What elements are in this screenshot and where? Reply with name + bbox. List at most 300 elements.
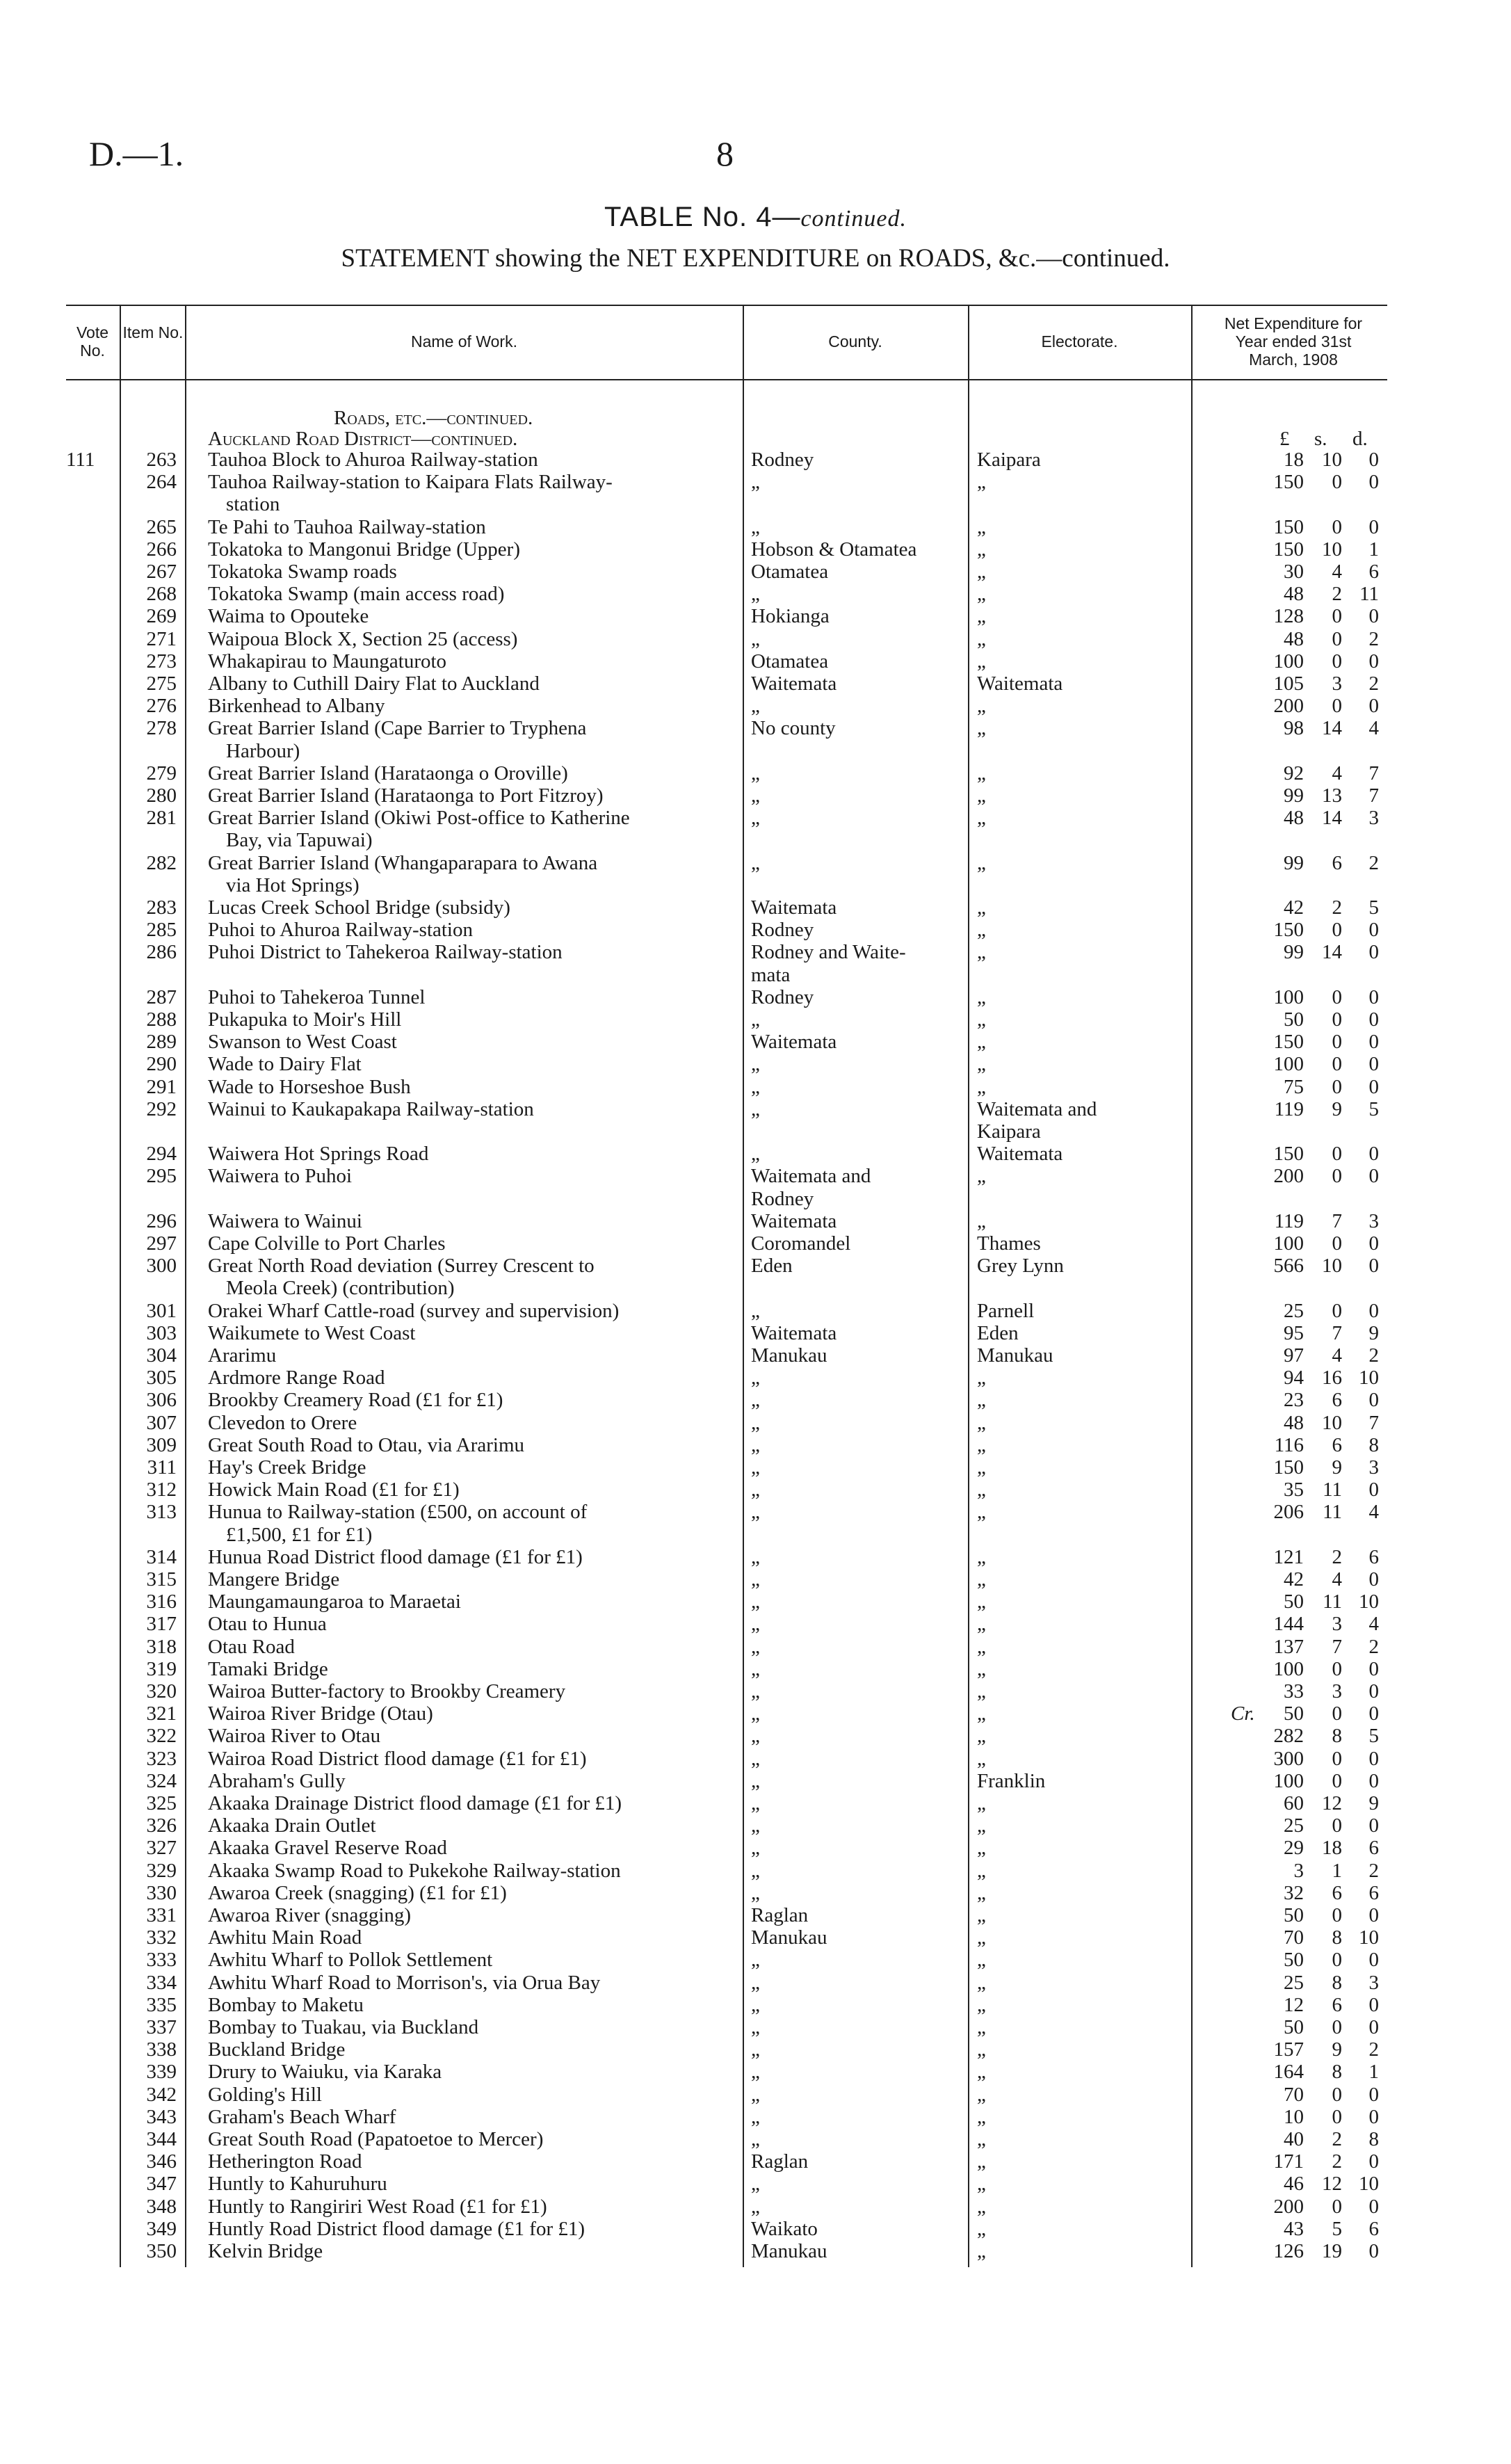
- electorate-name: Waitemata and: [977, 1097, 1097, 1120]
- amount-pence: 0: [1368, 1814, 1379, 1837]
- work-name: Waiwera to Puhoi: [208, 1165, 353, 1188]
- county-name: „: [751, 762, 760, 784]
- electorate-name: „: [977, 1209, 986, 1232]
- amount-pence: 0: [1368, 1299, 1379, 1322]
- item-number: 348: [146, 2195, 177, 2218]
- amount-pounds: 42: [1284, 1568, 1304, 1591]
- amount-pounds: 150: [1273, 919, 1304, 942]
- amount-shillings: 6: [1332, 1433, 1342, 1456]
- amount-pence: 8: [1368, 2128, 1379, 2150]
- amount-pence: 0: [1368, 2240, 1379, 2262]
- item-number: 306: [146, 1389, 177, 1412]
- county-name: „: [751, 1680, 760, 1702]
- work-name: Graham's Beach Wharf: [208, 2105, 396, 2128]
- electorate-name: „: [977, 2061, 986, 2084]
- item-number: 291: [146, 1075, 177, 1098]
- county-name: „: [751, 2173, 760, 2196]
- amount-shillings: 0: [1332, 1008, 1342, 1031]
- amount-pounds: 25: [1284, 1299, 1304, 1322]
- amount-pence: 5: [1368, 1725, 1379, 1748]
- work-name: Kelvin Bridge: [208, 2240, 323, 2262]
- amount-shillings: 0: [1332, 627, 1342, 650]
- item-number: 275: [146, 673, 177, 695]
- item-number: 297: [146, 1232, 177, 1255]
- county-name: Waikato: [751, 2217, 818, 2240]
- work-name: Tokatoka to Mangonui Bridge (Upper): [208, 538, 520, 561]
- county-name: Rodney: [751, 449, 814, 471]
- amount-shillings: 0: [1332, 1747, 1342, 1770]
- work-name: Waipoua Block X, Section 25 (access): [208, 627, 518, 650]
- work-name: station: [226, 493, 280, 516]
- work-name: Drury to Waiuku, via Karaka: [208, 2061, 442, 2084]
- amount-pounds: 137: [1273, 1635, 1304, 1658]
- amount-pounds: 35: [1284, 1479, 1304, 1501]
- amount-pounds: 70: [1284, 2083, 1304, 2106]
- section-heading-roads: Roads, etc.—continued.: [334, 407, 533, 429]
- item-number: 327: [146, 1837, 177, 1860]
- electorate-name: „: [977, 2217, 986, 2240]
- work-name: Tauhoa Block to Ahuroa Railway-station: [208, 449, 538, 471]
- work-name: Buckland Bridge: [208, 2038, 346, 2061]
- electorate-name: „: [977, 1053, 986, 1076]
- item-number: 294: [146, 1143, 177, 1166]
- amount-shillings: 12: [1322, 1792, 1342, 1814]
- county-name: „: [751, 515, 760, 538]
- table-row: [0, 695, 1511, 717]
- county-name: „: [751, 1949, 760, 1972]
- item-number: 349: [146, 2217, 177, 2240]
- electorate-name: Waitemata: [977, 673, 1063, 695]
- electorate-name: „: [977, 605, 986, 628]
- work-name: £1,500, £1 for £1): [226, 1523, 373, 1546]
- electorate-name: Waitemata: [977, 1143, 1063, 1166]
- work-name: Huntly to Kahuruhuru: [208, 2173, 387, 2196]
- item-number: 278: [146, 717, 177, 740]
- amount-pounds: 200: [1273, 2195, 1304, 2218]
- table-row: [0, 628, 1511, 650]
- electorate-name: „: [977, 1456, 986, 1479]
- work-name: Awhitu Main Road: [208, 1926, 362, 1949]
- amount-pence: 7: [1368, 784, 1379, 807]
- header-county: County.: [828, 332, 882, 351]
- table-row: [0, 1479, 1511, 1501]
- amount-pence: 0: [1368, 1053, 1379, 1076]
- table-row: [0, 717, 1511, 762]
- amount-pounds: 300: [1273, 1747, 1304, 1770]
- county-name: „: [751, 1097, 760, 1120]
- amount-shillings: 0: [1332, 1769, 1342, 1792]
- amount-pounds: 100: [1273, 1053, 1304, 1076]
- amount-pounds: 200: [1273, 1165, 1304, 1188]
- item-number: 312: [146, 1479, 177, 1501]
- electorate-name: „: [977, 919, 986, 942]
- amount-pounds: 12: [1284, 1993, 1304, 2016]
- electorate-name: „: [977, 650, 986, 673]
- work-name: Waima to Opouteke: [208, 605, 369, 628]
- amount-shillings: 0: [1332, 2016, 1342, 2038]
- work-name: Albany to Cuthill Dairy Flat to Auckland: [208, 673, 540, 695]
- amount-pounds: 98: [1284, 717, 1304, 740]
- table-row: [0, 1882, 1511, 1904]
- work-name: Great South Road to Otau, via Ararimu: [208, 1433, 525, 1456]
- work-name: Awaroa Creek (snagging) (£1 for £1): [208, 1881, 507, 1904]
- item-number: 282: [146, 851, 177, 874]
- amount-shillings: 0: [1332, 1904, 1342, 1926]
- item-number: 343: [146, 2105, 177, 2128]
- electorate-name: „: [977, 896, 986, 919]
- item-number: 346: [146, 2150, 177, 2173]
- amount-shillings: 0: [1332, 1702, 1342, 1725]
- item-number: 289: [146, 1031, 177, 1054]
- work-name: Ararimu: [208, 1344, 277, 1367]
- item-number: 332: [146, 1926, 177, 1949]
- electorate-name: „: [977, 784, 986, 807]
- item-number: 322: [146, 1725, 177, 1748]
- county-name: Rodney: [751, 985, 814, 1008]
- electorate-name: „: [977, 1568, 986, 1591]
- work-name: Otau to Hunua: [208, 1613, 327, 1636]
- item-number: 323: [146, 1747, 177, 1770]
- county-name: Waitemata: [751, 1031, 837, 1054]
- electorate-name: „: [977, 1501, 986, 1524]
- amount-pence: 0: [1368, 2195, 1379, 2218]
- table-row: [0, 1076, 1511, 1098]
- section-heading-district: Auckland Road District—continued.: [208, 428, 518, 450]
- amount-pence: 2: [1368, 673, 1379, 695]
- county-name: „: [751, 1433, 760, 1456]
- item-number: 314: [146, 1545, 177, 1568]
- item-number: 325: [146, 1792, 177, 1814]
- amount-shillings: 3: [1332, 673, 1342, 695]
- work-name: Te Pahi to Tauhoa Railway-station: [208, 515, 486, 538]
- county-name: „: [751, 1008, 760, 1031]
- amount-pence: 0: [1368, 1680, 1379, 1702]
- electorate-name: „: [977, 1725, 986, 1748]
- amount-pounds: 50: [1284, 1591, 1304, 1613]
- electorate-name: „: [977, 1008, 986, 1031]
- work-name: Golding's Hill: [208, 2083, 322, 2106]
- county-name: „: [751, 2083, 760, 2106]
- county-name: Otamatea: [751, 650, 829, 673]
- amount-pounds: 150: [1273, 471, 1304, 494]
- amount-pounds: 40: [1284, 2128, 1304, 2150]
- amount-pence: 3: [1368, 1209, 1379, 1232]
- table-row: [0, 784, 1511, 807]
- amount-shillings: 9: [1332, 1097, 1342, 1120]
- electorate-name: „: [977, 1591, 986, 1613]
- county-name: mata: [751, 963, 791, 986]
- amount-pence: 1: [1368, 538, 1379, 561]
- amount-pence: 5: [1368, 896, 1379, 919]
- electorate-name: „: [977, 2240, 986, 2262]
- electorate-name: „: [977, 561, 986, 583]
- item-number: 318: [146, 1635, 177, 1658]
- county-name: „: [751, 2038, 760, 2061]
- county-name: „: [751, 627, 760, 650]
- electorate-name: „: [977, 1680, 986, 1702]
- electorate-name: „: [977, 717, 986, 740]
- item-number: 280: [146, 784, 177, 807]
- amount-shillings: 14: [1322, 717, 1342, 740]
- amount-pounds: 200: [1273, 695, 1304, 718]
- table-row: [0, 1949, 1511, 1971]
- item-number: 309: [146, 1433, 177, 1456]
- item-number: 329: [146, 1859, 177, 1882]
- item-number: 273: [146, 650, 177, 673]
- amount-pence: 6: [1368, 1881, 1379, 1904]
- amount-shillings: 3: [1332, 1680, 1342, 1702]
- amount-shillings: 8: [1332, 1725, 1342, 1748]
- county-name: „: [751, 1411, 760, 1434]
- county-name: „: [751, 1299, 760, 1322]
- table-row: [0, 2016, 1511, 2038]
- amount-pounds: 92: [1284, 762, 1304, 784]
- amount-pounds: 30: [1284, 561, 1304, 583]
- work-name: Abraham's Gully: [208, 1769, 346, 1792]
- item-number: 344: [146, 2128, 177, 2150]
- electorate-name: „: [977, 1367, 986, 1390]
- amount-shillings: 1: [1332, 1859, 1342, 1882]
- amount-shillings: 0: [1332, 2195, 1342, 2218]
- county-name: „: [751, 1075, 760, 1098]
- table-row: [0, 1367, 1511, 1389]
- item-number: 334: [146, 1971, 177, 1994]
- table-row: [0, 1546, 1511, 1568]
- amount-pounds: 100: [1273, 1769, 1304, 1792]
- unit-pence: d.: [1352, 428, 1368, 450]
- table-row: [0, 1926, 1511, 1949]
- county-name: Hokianga: [751, 605, 830, 628]
- county-name: „: [751, 583, 760, 606]
- work-name: Bay, via Tapuwai): [226, 829, 373, 852]
- electorate-name: „: [977, 627, 986, 650]
- table-row: [0, 986, 1511, 1008]
- electorate-name: „: [977, 807, 986, 830]
- work-name: Brookby Creamery Road (£1 for £1): [208, 1389, 503, 1412]
- table-row: [0, 1702, 1511, 1725]
- county-name: „: [751, 1747, 760, 1770]
- amount-pounds: 32: [1284, 1881, 1304, 1904]
- amount-shillings: 0: [1332, 605, 1342, 628]
- county-name: „: [751, 695, 760, 718]
- amount-shillings: 2: [1332, 2150, 1342, 2173]
- item-number: 281: [146, 807, 177, 830]
- amount-pounds: 100: [1273, 650, 1304, 673]
- item-number: 276: [146, 695, 177, 718]
- work-name: Puhoi to Ahuroa Railway-station: [208, 919, 473, 942]
- table-row: [0, 1613, 1511, 1635]
- amount-pence: 0: [1368, 1255, 1379, 1278]
- work-name: Tokatoka Swamp roads: [208, 561, 397, 583]
- electorate-name: Parnell: [977, 1299, 1035, 1322]
- work-name: Akaaka Drainage District flood damage (£1 for £1): [208, 1792, 622, 1814]
- amount-shillings: 2: [1332, 583, 1342, 606]
- amount-shillings: 9: [1332, 1456, 1342, 1479]
- amount-pounds: 23: [1284, 1389, 1304, 1412]
- table-row: [0, 1501, 1511, 1545]
- table-row: [0, 1434, 1511, 1456]
- amount-pounds: 121: [1273, 1545, 1304, 1568]
- item-number: 287: [146, 985, 177, 1008]
- table-row: [0, 1143, 1511, 1165]
- table-row: [0, 919, 1511, 941]
- county-name: Waitemata: [751, 1321, 837, 1344]
- amount-shillings: 0: [1332, 1053, 1342, 1076]
- electorate-name: „: [977, 1635, 986, 1658]
- county-name: „: [751, 1456, 760, 1479]
- amount-pounds: 119: [1274, 1097, 1304, 1120]
- electorate-name: „: [977, 1433, 986, 1456]
- electorate-name: „: [977, 2195, 986, 2218]
- amount-pence: 0: [1368, 1747, 1379, 1770]
- table-row: [0, 941, 1511, 985]
- work-name: Maungamaungaroa to Maraetai: [208, 1591, 461, 1613]
- electorate-name: „: [977, 1389, 986, 1412]
- statement-heading: STATEMENT showing the NET EXPENDITURE on ROADS, &c.—continued.: [341, 244, 1170, 273]
- amount-pounds: 48: [1284, 807, 1304, 830]
- amount-pounds: 29: [1284, 1837, 1304, 1860]
- table-row: [0, 2038, 1511, 2061]
- county-name: Waitemata: [751, 673, 837, 695]
- table-row: [0, 1636, 1511, 1658]
- table-row: [0, 2150, 1511, 2173]
- work-name: Pukapuka to Moir's Hill: [208, 1008, 402, 1031]
- amount-pounds: 99: [1284, 784, 1304, 807]
- electorate-name: „: [977, 1411, 986, 1434]
- amount-pence: 0: [1368, 650, 1379, 673]
- county-name: Eden: [751, 1255, 793, 1278]
- amount-pence: 9: [1368, 1792, 1379, 1814]
- amount-shillings: 4: [1332, 1568, 1342, 1591]
- county-name: Hobson & Otamatea: [751, 538, 917, 561]
- amount-pounds: 157: [1273, 2038, 1304, 2061]
- table-row: [0, 1904, 1511, 1926]
- work-name: Cape Colville to Port Charles: [208, 1232, 446, 1255]
- amount-pence: 0: [1368, 2150, 1379, 2173]
- amount-shillings: 0: [1332, 1031, 1342, 1054]
- table-row: [0, 2196, 1511, 2218]
- item-number: 300: [146, 1255, 177, 1278]
- amount-pounds: 119: [1274, 1209, 1304, 1232]
- amount-shillings: 4: [1332, 561, 1342, 583]
- work-name: Awhitu Wharf to Pollok Settlement: [208, 1949, 493, 1972]
- amount-pounds: 206: [1273, 1501, 1304, 1524]
- work-name: Tokatoka Swamp (main access road): [208, 583, 505, 606]
- amount-shillings: 0: [1332, 2105, 1342, 2128]
- amount-pence: 0: [1368, 985, 1379, 1008]
- amount-pence: 0: [1368, 605, 1379, 628]
- county-name: „: [751, 2195, 760, 2218]
- electorate-name: „: [977, 1837, 986, 1860]
- electorate-name: „: [977, 2105, 986, 2128]
- amount-pounds: 144: [1273, 1613, 1304, 1636]
- electorate-name: Manukau: [977, 1344, 1053, 1367]
- county-name: Coromandel: [751, 1232, 851, 1255]
- amount-pounds: 42: [1284, 896, 1304, 919]
- county-name: Waitemata: [751, 1209, 837, 1232]
- electorate-name: „: [977, 2083, 986, 2106]
- table-row: [0, 1658, 1511, 1680]
- county-name: „: [751, 1814, 760, 1837]
- item-number: 279: [146, 762, 177, 784]
- electorate-name: „: [977, 2038, 986, 2061]
- amount-pence: 0: [1368, 2105, 1379, 2128]
- amount-shillings: 0: [1332, 695, 1342, 718]
- work-name: Wairoa River to Otau: [208, 1725, 381, 1748]
- amount-shillings: 0: [1332, 1949, 1342, 1972]
- amount-pounds: 150: [1273, 1143, 1304, 1166]
- work-name: Bombay to Maketu: [208, 1993, 364, 2016]
- amount-pounds: 50: [1284, 1904, 1304, 1926]
- amount-shillings: 6: [1332, 1881, 1342, 1904]
- table-row: [0, 2061, 1511, 2083]
- item-number: 269: [146, 605, 177, 628]
- amount-shillings: 0: [1332, 1657, 1342, 1680]
- amount-pence: 10: [1359, 1367, 1379, 1390]
- amount-shillings: 0: [1332, 1075, 1342, 1098]
- amount-pence: 7: [1368, 762, 1379, 784]
- amount-pence: 6: [1368, 1545, 1379, 1568]
- amount-pounds: 128: [1273, 605, 1304, 628]
- work-name: Mangere Bridge: [208, 1568, 340, 1591]
- work-name: Tamaki Bridge: [208, 1657, 328, 1680]
- item-number: 350: [146, 2240, 177, 2262]
- electorate-name: „: [977, 2173, 986, 2196]
- amount-pence: 10: [1359, 1591, 1379, 1613]
- item-number: 288: [146, 1008, 177, 1031]
- table-row: [0, 1748, 1511, 1770]
- amount-pence: 0: [1368, 1568, 1379, 1591]
- county-name: „: [751, 1792, 760, 1814]
- item-number: 268: [146, 583, 177, 606]
- electorate-name: „: [977, 2150, 986, 2173]
- amount-shillings: 14: [1322, 807, 1342, 830]
- amount-pounds: 10: [1284, 2105, 1304, 2128]
- amount-shillings: 8: [1332, 1926, 1342, 1949]
- item-number: 337: [146, 2016, 177, 2038]
- electorate-name: „: [977, 1792, 986, 1814]
- work-name: Awhitu Wharf Road to Morrison's, via Orua Bay: [208, 1971, 601, 1994]
- item-number: 265: [146, 515, 177, 538]
- work-name: Harbour): [226, 739, 300, 762]
- amount-pence: 2: [1368, 1635, 1379, 1658]
- item-number: 266: [146, 538, 177, 561]
- amount-pounds: 50: [1284, 1949, 1304, 1972]
- county-name: „: [751, 1971, 760, 1994]
- amount-pence: 0: [1368, 1232, 1379, 1255]
- table-row: [0, 516, 1511, 538]
- table-row: [0, 1165, 1511, 1209]
- amount-pence: 3: [1368, 807, 1379, 830]
- work-name: Birkenhead to Albany: [208, 695, 385, 718]
- amount-shillings: 0: [1332, 985, 1342, 1008]
- electorate-name: „: [977, 2128, 986, 2150]
- amount-shillings: 0: [1332, 515, 1342, 538]
- amount-pounds: 18: [1284, 449, 1304, 471]
- county-name: „: [751, 1613, 760, 1636]
- amount-shillings: 16: [1322, 1367, 1342, 1390]
- amount-shillings: 6: [1332, 851, 1342, 874]
- county-name: „: [751, 1881, 760, 1904]
- item-number: 315: [146, 1568, 177, 1591]
- amount-shillings: 2: [1332, 1545, 1342, 1568]
- amount-pence: 0: [1368, 1657, 1379, 1680]
- work-name: Lucas Creek School Bridge (subsidy): [208, 896, 510, 919]
- work-name: Waikumete to West Coast: [208, 1321, 416, 1344]
- county-name: No county: [751, 717, 836, 740]
- table-row: [0, 1053, 1511, 1075]
- work-name: Hunua to Railway-station (£500, on account of: [208, 1501, 588, 1524]
